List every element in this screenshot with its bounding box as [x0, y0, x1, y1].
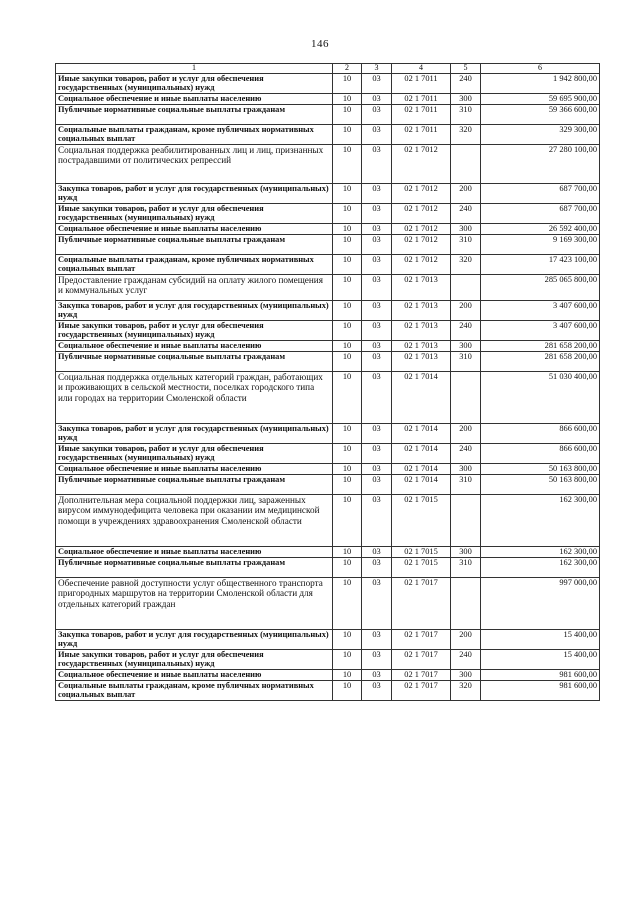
row-name: Иные закупки товаров, работ и услуг для обеспечения государственных (муниципальных) нужд	[56, 74, 333, 94]
row-name: Социальное обеспечение и иные выплаты населению	[56, 464, 333, 475]
table-row	[56, 495, 600, 547]
col-header-sum: 6	[481, 64, 600, 74]
row-section: 10	[333, 630, 362, 650]
table-row	[56, 681, 600, 701]
row-target-code: 02 1 7015	[392, 558, 451, 578]
row-subsection: 03	[362, 558, 392, 578]
row-section: 10	[333, 670, 362, 681]
row-expense-type: 300	[451, 94, 481, 105]
row-amount: 1 942 800,00	[481, 74, 600, 94]
row-name: Социальная поддержка отдельных категорий граждан, работающих и проживающих в сельской местности, поселках городского типа или городах на территории Смоленской области	[56, 372, 333, 424]
table-row	[56, 341, 600, 352]
table-row	[56, 475, 600, 495]
row-section: 10	[333, 372, 362, 424]
row-target-code: 02 1 7011	[392, 125, 451, 145]
row-amount: 3 407 600,00	[481, 301, 600, 321]
table-row	[56, 255, 600, 275]
row-subsection: 03	[362, 301, 392, 321]
row-name: Предоставление гражданам субсидий на оплату жилого помещения и коммунальных услуг	[56, 275, 333, 301]
table-row	[56, 275, 600, 301]
row-expense-type: 300	[451, 464, 481, 475]
row-amount: 9 169 300,00	[481, 235, 600, 255]
row-target-code: 02 1 7014	[392, 475, 451, 495]
col-header-csr: 4	[392, 64, 451, 74]
row-expense-type: 310	[451, 558, 481, 578]
row-subsection: 03	[362, 424, 392, 444]
row-expense-type: 320	[451, 681, 481, 701]
row-subsection: 03	[362, 372, 392, 424]
row-section: 10	[333, 224, 362, 235]
row-name: Социальное обеспечение и иные выплаты населению	[56, 94, 333, 105]
row-subsection: 03	[362, 578, 392, 630]
row-name: Социальное обеспечение и иные выплаты населению	[56, 547, 333, 558]
row-section: 10	[333, 341, 362, 352]
row-section: 10	[333, 444, 362, 464]
row-expense-type	[451, 372, 481, 424]
row-subsection: 03	[362, 275, 392, 301]
row-section: 10	[333, 105, 362, 125]
row-name: Иные закупки товаров, работ и услуг для обеспечения государственных (муниципальных) нужд	[56, 321, 333, 341]
row-expense-type: 300	[451, 224, 481, 235]
row-name: Публичные нормативные социальные выплаты гражданам	[56, 475, 333, 495]
row-section: 10	[333, 255, 362, 275]
table-row	[56, 444, 600, 464]
row-amount: 997 000,00	[481, 578, 600, 630]
row-amount: 285 065 800,00	[481, 275, 600, 301]
row-subsection: 03	[362, 547, 392, 558]
row-target-code: 02 1 7013	[392, 275, 451, 301]
row-subsection: 03	[362, 321, 392, 341]
row-subsection: 03	[362, 235, 392, 255]
row-subsection: 03	[362, 495, 392, 547]
row-amount: 59 695 900,00	[481, 94, 600, 105]
table-row	[56, 352, 600, 372]
table-row	[56, 372, 600, 424]
row-expense-type: 200	[451, 184, 481, 204]
table-row	[56, 321, 600, 341]
row-target-code: 02 1 7017	[392, 578, 451, 630]
row-section: 10	[333, 578, 362, 630]
row-section: 10	[333, 275, 362, 301]
row-amount: 981 600,00	[481, 670, 600, 681]
row-target-code: 02 1 7012	[392, 184, 451, 204]
row-amount: 50 163 800,00	[481, 475, 600, 495]
table-row	[56, 547, 600, 558]
row-amount: 866 600,00	[481, 444, 600, 464]
row-amount: 281 658 200,00	[481, 341, 600, 352]
row-expense-type: 200	[451, 424, 481, 444]
row-subsection: 03	[362, 670, 392, 681]
table-row	[56, 578, 600, 630]
row-target-code: 02 1 7014	[392, 464, 451, 475]
row-subsection: 03	[362, 105, 392, 125]
table-row	[56, 424, 600, 444]
row-amount: 59 366 600,00	[481, 105, 600, 125]
row-section: 10	[333, 321, 362, 341]
row-expense-type: 240	[451, 74, 481, 94]
row-amount: 15 400,00	[481, 630, 600, 650]
row-amount: 51 030 400,00	[481, 372, 600, 424]
row-subsection: 03	[362, 464, 392, 475]
row-expense-type: 310	[451, 105, 481, 125]
row-section: 10	[333, 184, 362, 204]
row-target-code: 02 1 7013	[392, 341, 451, 352]
row-target-code: 02 1 7012	[392, 255, 451, 275]
row-name: Публичные нормативные социальные выплаты гражданам	[56, 235, 333, 255]
row-subsection: 03	[362, 444, 392, 464]
row-section: 10	[333, 352, 362, 372]
page-number: 146	[311, 38, 329, 50]
row-name: Социальное обеспечение и иные выплаты населению	[56, 670, 333, 681]
row-target-code: 02 1 7014	[392, 444, 451, 464]
row-name: Публичные нормативные социальные выплаты гражданам	[56, 105, 333, 125]
table-row	[56, 630, 600, 650]
row-amount: 17 423 100,00	[481, 255, 600, 275]
row-target-code: 02 1 7011	[392, 74, 451, 94]
row-name: Закупка товаров, работ и услуг для государственных (муниципальных) нужд	[56, 184, 333, 204]
row-expense-type: 200	[451, 301, 481, 321]
row-section: 10	[333, 558, 362, 578]
col-header-pr: 3	[362, 64, 392, 74]
row-name: Дополнительная мера социальной поддержки лиц, зараженных вирусом иммунодефицита человека при оказании им медицинской помощи в учреждениях здравоохранения Смоленской области	[56, 495, 333, 547]
row-expense-type: 320	[451, 125, 481, 145]
row-amount: 281 658 200,00	[481, 352, 600, 372]
row-name: Социальные выплаты гражданам, кроме публичных нормативных социальных выплат	[56, 125, 333, 145]
table-row	[56, 670, 600, 681]
row-target-code: 02 1 7017	[392, 650, 451, 670]
row-subsection: 03	[362, 630, 392, 650]
table-row	[56, 464, 600, 475]
budget-table	[55, 63, 600, 701]
table-row	[56, 235, 600, 255]
row-expense-type	[451, 495, 481, 547]
row-amount: 27 280 100,00	[481, 145, 600, 184]
row-name: Иные закупки товаров, работ и услуг для обеспечения государственных (муниципальных) нужд	[56, 204, 333, 224]
col-header-rz: 2	[333, 64, 362, 74]
table-row	[56, 125, 600, 145]
header-row	[56, 64, 600, 74]
row-expense-type	[451, 145, 481, 184]
row-subsection: 03	[362, 184, 392, 204]
col-header-vr: 5	[451, 64, 481, 74]
row-section: 10	[333, 681, 362, 701]
row-target-code: 02 1 7013	[392, 301, 451, 321]
row-amount: 329 300,00	[481, 125, 600, 145]
row-expense-type: 320	[451, 255, 481, 275]
row-section: 10	[333, 235, 362, 255]
row-name: Закупка товаров, работ и услуг для государственных (муниципальных) нужд	[56, 424, 333, 444]
row-amount: 162 300,00	[481, 495, 600, 547]
row-name: Публичные нормативные социальные выплаты гражданам	[56, 558, 333, 578]
row-subsection: 03	[362, 255, 392, 275]
row-target-code: 02 1 7013	[392, 321, 451, 341]
row-target-code: 02 1 7014	[392, 424, 451, 444]
row-subsection: 03	[362, 74, 392, 94]
row-expense-type: 310	[451, 235, 481, 255]
row-section: 10	[333, 125, 362, 145]
row-amount: 162 300,00	[481, 558, 600, 578]
row-subsection: 03	[362, 681, 392, 701]
row-expense-type: 300	[451, 547, 481, 558]
row-name: Социальная поддержка реабилитированных лиц и лиц, признанных пострадавшими от политических репрессий	[56, 145, 333, 184]
row-amount: 162 300,00	[481, 547, 600, 558]
table-row	[56, 145, 600, 184]
table-row	[56, 204, 600, 224]
row-expense-type: 300	[451, 670, 481, 681]
row-name: Обеспечение равной доступности услуг общественного транспорта пригородных маршрутов на территории Смоленской области для отдельных категорий граждан	[56, 578, 333, 630]
row-name: Иные закупки товаров, работ и услуг для обеспечения государственных (муниципальных) нужд	[56, 444, 333, 464]
row-target-code: 02 1 7015	[392, 495, 451, 547]
row-amount: 26 592 400,00	[481, 224, 600, 235]
row-section: 10	[333, 464, 362, 475]
row-target-code: 02 1 7017	[392, 681, 451, 701]
row-section: 10	[333, 204, 362, 224]
row-expense-type: 240	[451, 321, 481, 341]
row-name: Закупка товаров, работ и услуг для государственных (муниципальных) нужд	[56, 630, 333, 650]
row-subsection: 03	[362, 341, 392, 352]
row-amount: 687 700,00	[481, 184, 600, 204]
row-target-code: 02 1 7017	[392, 670, 451, 681]
table-row	[56, 74, 600, 94]
row-target-code: 02 1 7013	[392, 352, 451, 372]
row-expense-type	[451, 578, 481, 630]
row-expense-type: 240	[451, 650, 481, 670]
row-subsection: 03	[362, 125, 392, 145]
row-subsection: 03	[362, 204, 392, 224]
row-amount: 981 600,00	[481, 681, 600, 701]
row-target-code: 02 1 7011	[392, 94, 451, 105]
row-expense-type: 240	[451, 204, 481, 224]
row-section: 10	[333, 424, 362, 444]
row-expense-type: 240	[451, 444, 481, 464]
row-subsection: 03	[362, 352, 392, 372]
row-target-code: 02 1 7012	[392, 204, 451, 224]
table-row	[56, 105, 600, 125]
row-name: Публичные нормативные социальные выплаты гражданам	[56, 352, 333, 372]
row-subsection: 03	[362, 650, 392, 670]
row-expense-type: 310	[451, 352, 481, 372]
row-section: 10	[333, 475, 362, 495]
row-target-code: 02 1 7012	[392, 145, 451, 184]
row-target-code: 02 1 7012	[392, 224, 451, 235]
table-row	[56, 558, 600, 578]
row-amount: 687 700,00	[481, 204, 600, 224]
row-name: Социальное обеспечение и иные выплаты населению	[56, 341, 333, 352]
row-amount: 50 163 800,00	[481, 464, 600, 475]
row-name: Социальное обеспечение и иные выплаты населению	[56, 224, 333, 235]
row-amount: 866 600,00	[481, 424, 600, 444]
row-target-code: 02 1 7012	[392, 235, 451, 255]
row-name: Иные закупки товаров, работ и услуг для обеспечения государственных (муниципальных) нужд	[56, 650, 333, 670]
row-target-code: 02 1 7014	[392, 372, 451, 424]
row-name: Социальные выплаты гражданам, кроме публичных нормативных социальных выплат	[56, 255, 333, 275]
row-expense-type: 310	[451, 475, 481, 495]
row-section: 10	[333, 74, 362, 94]
table-row	[56, 224, 600, 235]
row-amount: 3 407 600,00	[481, 321, 600, 341]
row-expense-type: 200	[451, 630, 481, 650]
row-section: 10	[333, 301, 362, 321]
row-subsection: 03	[362, 475, 392, 495]
row-expense-type	[451, 275, 481, 301]
row-target-code: 02 1 7017	[392, 630, 451, 650]
row-subsection: 03	[362, 145, 392, 184]
row-target-code: 02 1 7011	[392, 105, 451, 125]
row-expense-type: 300	[451, 341, 481, 352]
col-header-name: 1	[56, 64, 333, 74]
table-row	[56, 301, 600, 321]
row-target-code: 02 1 7015	[392, 547, 451, 558]
table-row	[56, 94, 600, 105]
row-amount: 15 400,00	[481, 650, 600, 670]
row-section: 10	[333, 547, 362, 558]
row-name: Закупка товаров, работ и услуг для государственных (муниципальных) нужд	[56, 301, 333, 321]
row-subsection: 03	[362, 94, 392, 105]
row-subsection: 03	[362, 224, 392, 235]
row-section: 10	[333, 650, 362, 670]
row-section: 10	[333, 94, 362, 105]
table-row	[56, 650, 600, 670]
table-row	[56, 184, 600, 204]
row-section: 10	[333, 145, 362, 184]
row-section: 10	[333, 495, 362, 547]
row-name: Социальные выплаты гражданам, кроме публичных нормативных социальных выплат	[56, 681, 333, 701]
